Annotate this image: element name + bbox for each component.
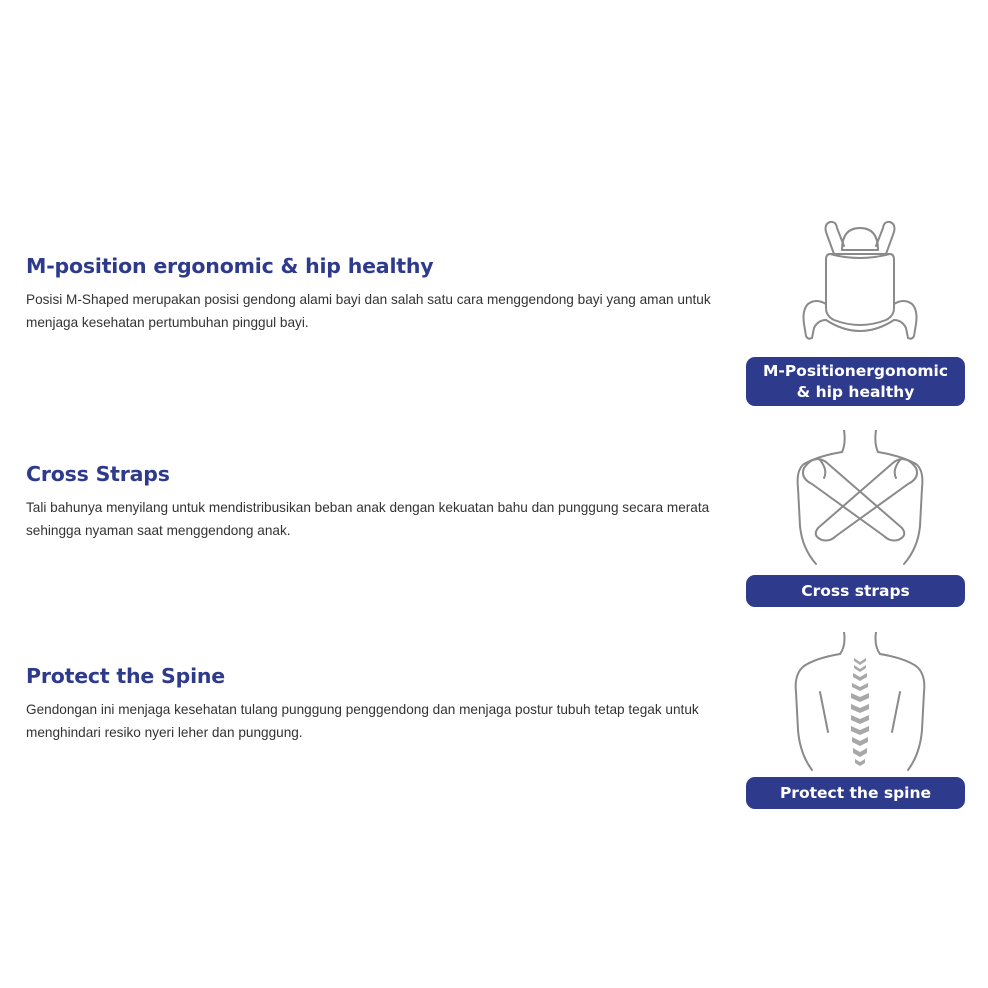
baby-carrier-m-position-icon <box>790 216 930 346</box>
feature-description: Posisi M-Shaped merupakan posisi gendong alami bayi dan salah satu cara menggendong bayi yang aman untuk menjaga kesehatan pertumbuhan pinggul bayi. <box>26 292 711 330</box>
feature-badge <box>746 357 965 406</box>
badge-line-1: M-Positionergonomic <box>762 361 949 380</box>
feature-title: M-position ergonomic & hip healthy <box>26 254 434 278</box>
feature-badge <box>746 575 965 607</box>
badge-line-1: Protect the spine <box>779 783 932 802</box>
cross-straps-icon <box>790 430 930 566</box>
feature-description: Gendongan ini menjaga kesehatan tulang punggung penggendong dan menjaga postur tubuh tetap tegak untuk menghindari resiko nyeri leher dan punggung. <box>26 702 699 740</box>
feature-description: Tali bahunya menyilang untuk mendistribusikan beban anak dengan kekuatan bahu dan punggung secara merata sehingga nyaman saat menggendong anak. <box>26 500 710 538</box>
feature-title: Cross Straps <box>26 462 170 486</box>
feature-title: Protect the Spine <box>26 664 226 688</box>
badge-line-2: & hip healthy <box>796 382 915 401</box>
badge-line-1: Cross straps <box>801 581 910 600</box>
feature-badge <box>746 777 965 809</box>
spine-back-icon <box>790 632 930 772</box>
